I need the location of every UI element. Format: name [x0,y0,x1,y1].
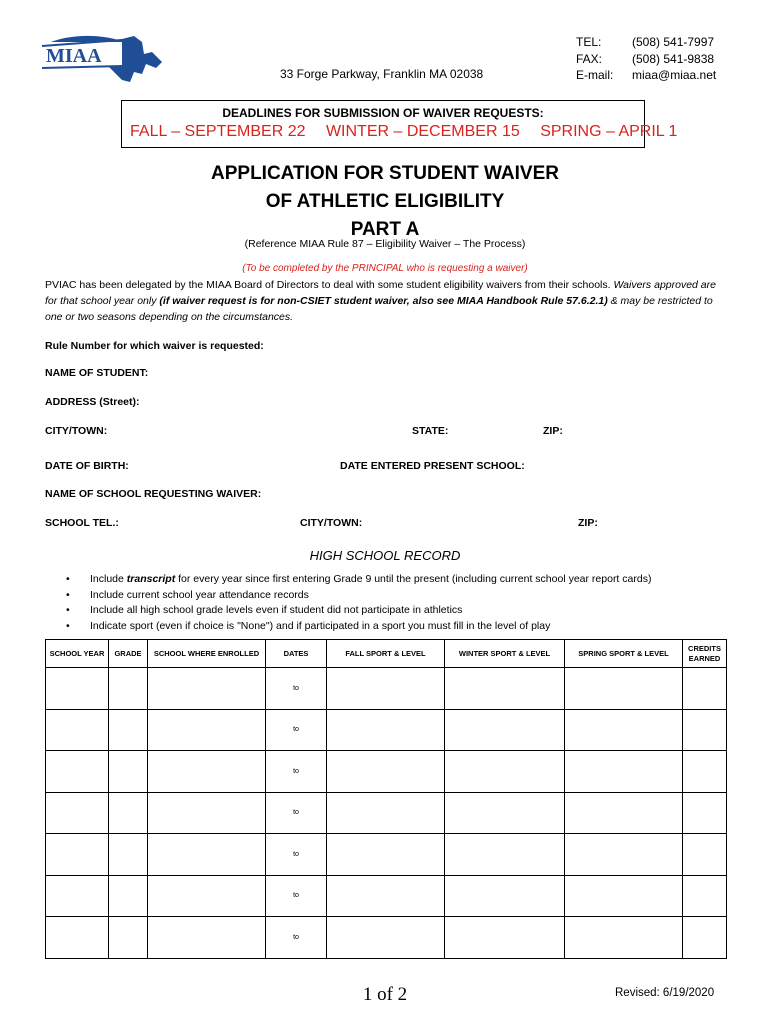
instruction-item: • Indicate sport (even if choice is "None") and if participated in a sport you must fill in the level of play [62,619,651,635]
instruction-item: • Include current school year attendance records [62,588,651,604]
cell-grade[interactable] [109,792,148,834]
cell-fall[interactable] [327,751,445,793]
record-instructions [62,572,651,634]
instruction-item [62,572,651,588]
cell-winter[interactable] [445,668,565,710]
intro-part-4: & may be restricted to one or two seasons depending on the circumstances. [45,295,713,323]
cell-school[interactable] [148,751,266,793]
contact-fax [576,51,716,68]
table-header-row [46,640,727,668]
miaa-logo-graphic [38,22,168,92]
cell-grade[interactable] [109,668,148,710]
cell-spring[interactable] [565,917,683,959]
tel-label: TEL: [576,35,602,49]
cell-school-year[interactable] [46,792,109,834]
table-row [46,792,727,834]
cell-fall[interactable] [327,875,445,917]
cell-school[interactable] [148,834,266,876]
col-school-enrolled: SCHOOL WHERE ENROLLED [148,640,266,668]
cell-fall[interactable] [327,792,445,834]
bullet1-c: for every year since first entering Grade 9 until the present (including current school year report cards) [175,573,652,585]
cell-school[interactable] [148,917,266,959]
cell-fall[interactable] [327,834,445,876]
zip-label: ZIP: [543,425,563,437]
bullet1-a: Include [90,573,127,585]
cell-winter[interactable] [445,834,565,876]
date-entered-label: DATE ENTERED PRESENT SCHOOL: [340,460,525,472]
cell-grade[interactable] [109,917,148,959]
cell-spring[interactable] [565,709,683,751]
contact-block [576,34,716,84]
cell-dates[interactable]: to [266,834,327,876]
cell-winter[interactable] [445,917,565,959]
rule-number-label: Rule Number for which waiver is requested: [45,340,264,352]
city-label: CITY/TOWN: [45,425,108,437]
deadline-winter: WINTER – DECEMBER 15 [325,123,520,140]
col-winter-sport: WINTER SPORT & LEVEL [445,640,565,668]
col-grade: GRADE [109,640,148,668]
cell-winter[interactable] [445,792,565,834]
cell-credits[interactable] [683,834,727,876]
cell-grade[interactable] [109,709,148,751]
revised-date: Revised: 6/19/2020 [615,987,715,999]
logo-text: MIAA [46,45,102,67]
table-row [46,917,727,959]
cell-winter[interactable] [445,709,565,751]
cell-dates[interactable]: to [266,875,327,917]
col-spring-sport: SPRING SPORT & LEVEL [565,640,683,668]
contact-email [576,67,716,84]
cell-spring[interactable] [565,875,683,917]
cell-school-year[interactable] [46,917,109,959]
col-dates: DATES [266,640,327,668]
cell-school-year[interactable] [46,751,109,793]
title-line-3: PART A [350,219,420,240]
cell-spring[interactable] [565,792,683,834]
table-row [46,709,727,751]
cell-fall[interactable] [327,668,445,710]
cell-school-year[interactable] [46,668,109,710]
cell-fall[interactable] [327,709,445,751]
deadline-fall: FALL – SEPTEMBER 22 [130,123,306,140]
cell-dates[interactable]: to [266,792,327,834]
table-row [46,834,727,876]
title-line-1: APPLICATION FOR STUDENT WAIVER [211,163,559,184]
intro-part-2: Waivers approved are for that school year only [45,279,716,307]
cell-credits[interactable] [683,875,727,917]
cell-credits[interactable] [683,917,727,959]
col-credits: CREDITS EARNED [683,640,727,668]
table-row [46,751,727,793]
col-school-year: SCHOOL YEAR [46,640,109,668]
cell-school[interactable] [148,709,266,751]
student-name-label: NAME OF STUDENT: [45,367,149,379]
cell-spring[interactable] [565,834,683,876]
org-address: 33 Forge Parkway, Franklin MA 02038 [280,67,484,81]
cell-grade[interactable] [109,751,148,793]
high-school-record-heading: HIGH SCHOOL RECORD [309,548,461,563]
cell-school-year[interactable] [46,834,109,876]
intro-part-1: PVIAC has been delegated by the MIAA Board of Directors to deal with some student eligibility waivers from their schools. [45,279,614,291]
table-row [46,668,727,710]
intro-paragraph [45,277,725,325]
table-row [46,875,727,917]
deadlines-title: DEADLINES FOR SUBMISSION OF WAIVER REQUESTS: [222,106,544,120]
email-value: miaa@miaa.net [632,68,717,82]
cell-winter[interactable] [445,875,565,917]
cell-spring[interactable] [565,751,683,793]
school-tel-label: SCHOOL TEL.: [45,517,119,529]
miaa-logo [38,22,168,92]
address-label: ADDRESS (Street): [45,396,140,408]
contact-tel [576,34,716,51]
rule-reference: (Reference MIAA Rule 87 – Eligibility Waiver – The Process) [244,238,526,250]
school-city-label: CITY/TOWN: [300,517,363,529]
intro-part-3: (if waiver request is for non-CSIET student waiver, also see MIAA Handbook Rule 57.6.2.1) [159,295,608,307]
cell-dates[interactable]: to [266,751,327,793]
deadlines-dates [122,123,678,141]
cell-credits[interactable] [683,668,727,710]
cell-school[interactable] [148,668,266,710]
title-line-2: OF ATHLETIC ELIGIBILITY [265,191,505,212]
cell-school-year[interactable] [46,709,109,751]
deadlines-box [121,100,678,148]
school-zip-label: ZIP: [578,517,598,529]
cell-credits[interactable] [683,751,727,793]
dob-label: DATE OF BIRTH: [45,460,129,472]
cell-winter[interactable] [445,751,565,793]
fax-label: FAX: [576,51,603,66]
tel-value: (508) 541-7997 [632,35,715,49]
cell-grade[interactable] [109,834,148,876]
cell-school-year[interactable] [46,875,109,917]
cell-dates[interactable]: to [266,709,327,751]
school-name-label: NAME OF SCHOOL REQUESTING WAIVER: [45,488,262,500]
state-label: STATE: [412,425,449,437]
fax-value: (508) 541-9838 [632,51,715,66]
cell-school[interactable] [148,875,266,917]
col-fall-sport: FALL SPORT & LEVEL [327,640,445,668]
cell-school[interactable] [148,792,266,834]
high-school-record-table [45,639,727,959]
cell-dates[interactable]: to [266,917,327,959]
principal-note: (To be completed by the PRINCIPAL who is requesting a waiver) [242,263,528,274]
cell-grade[interactable] [109,875,148,917]
form-title [0,160,770,244]
page-number: 1 of 2 [362,984,408,1005]
cell-fall[interactable] [327,917,445,959]
email-label: E-mail: [576,68,614,82]
cell-credits[interactable] [683,792,727,834]
cell-credits[interactable] [683,709,727,751]
deadline-spring: SPRING – APRIL 1 [540,123,678,140]
cell-spring[interactable] [565,668,683,710]
instruction-item: • Include all high school grade levels even if student did not participate in athletics [62,603,651,619]
bullet1-b: transcript [126,573,176,585]
cell-dates[interactable]: to [266,668,327,710]
